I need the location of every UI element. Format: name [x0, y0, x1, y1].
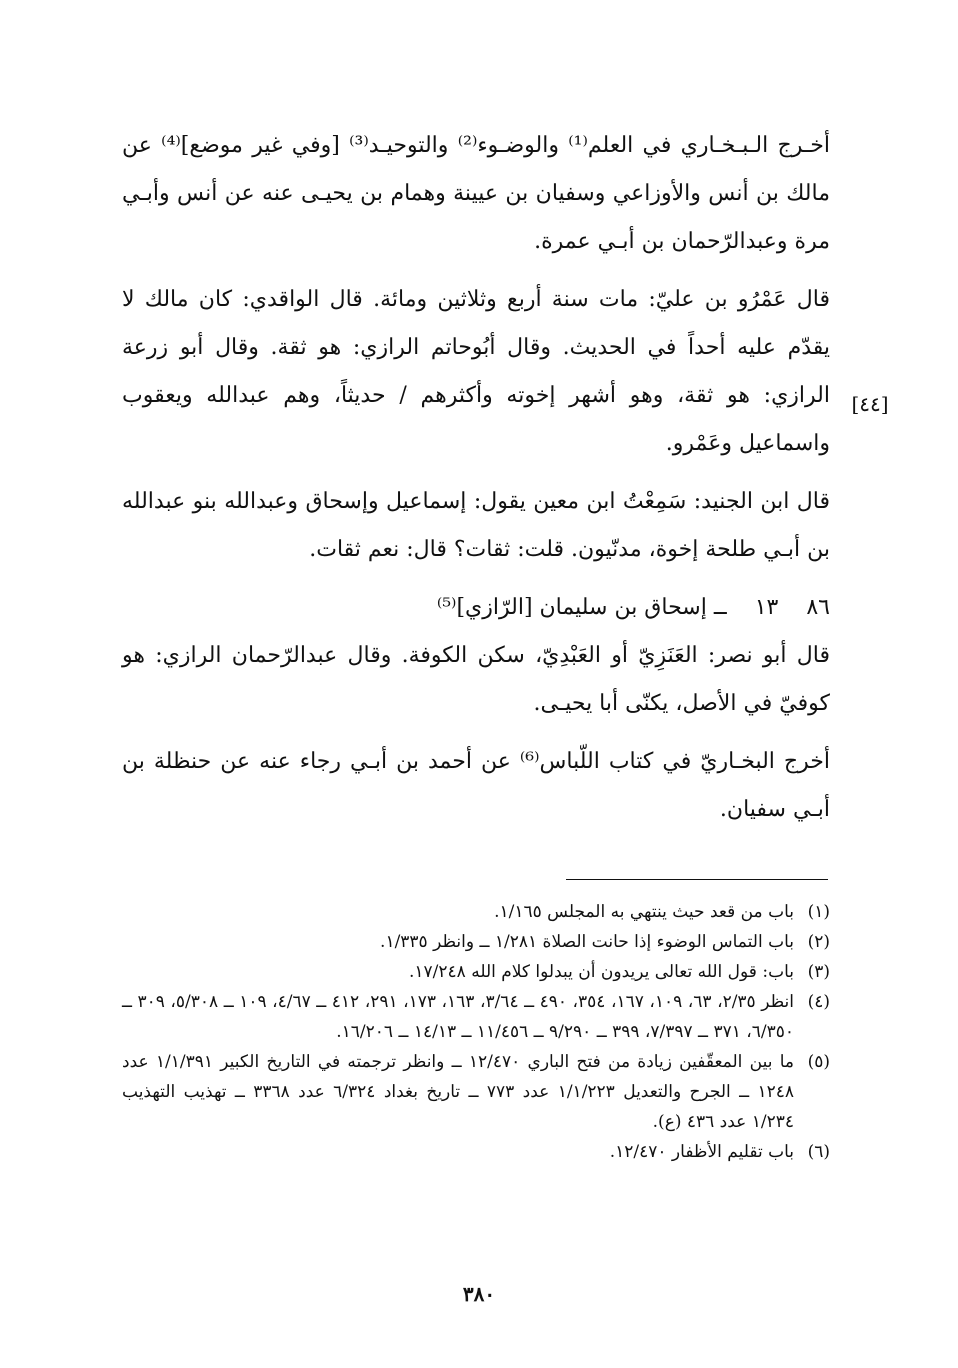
footnote-text: باب من قعد حيث ينتهي به المجلس ١/١٦٥.	[494, 902, 794, 922]
footnote	[122, 1047, 830, 1137]
entry-number: ٨٦	[806, 595, 830, 620]
footnote-divider	[566, 879, 828, 880]
entry-heading	[122, 584, 830, 632]
paragraph: قال عَمْرُو بن عليّ: مات سنة أربع وثلاثين ومائة. قال الواقدي: كان مالك لا يقدّم عليه أحداً في الحديث. وقال أبُوحاتم الرازي: هو ثقة. وقال أبو زرعة الرازي: هو ثقة، وهو أشهر إخوته وأكثرهم / حديثاً، وهم عبدالله ويعقوب واسماعيل وعَمْرو.	[122, 287, 830, 456]
footnotes	[122, 897, 830, 1167]
footnote-number: (١)	[807, 902, 830, 922]
footnote	[122, 1137, 830, 1167]
footnote	[122, 957, 830, 987]
footnote-text: باب تقليم الأظفار ١٢/٤٧٠.	[609, 1142, 794, 1162]
paragraph: أخـرج الـبـخـاري في العلم⁽¹⁾ والوضـوء⁽²⁾ والتوحيـد⁽³⁾ [وفي غير موضع]⁽⁴⁾ عن مالك بن أنس والأوزاعي وسفيان بن عيينة وهمام بن يحيـى عنه عن أنس وأبـي مرة وعبدالرّحمان بن أبـي عمرة.	[122, 133, 830, 254]
entry-sub-number: ١٣	[754, 595, 779, 620]
footnote-text: باب التماس الوضوء إذا حانت الصلاة ١/٢٨١ ــ وانظر ١/٣٣٥.	[380, 932, 794, 952]
paragraph: قال أبو نصر: العَنَزِيّ أو العَبْدِيّ، سكن الكوفة. وقال عبدالرّحمان الرازي: هو كوفيّ في الأصل، يكنّى أبا يحيـى.	[122, 643, 830, 716]
footnote-number: (٥)	[807, 1052, 830, 1072]
footnote	[122, 987, 830, 1047]
footnote-number: (٢)	[807, 932, 830, 952]
paragraph: أخرج البخـاريّ في كتاب اللّباس⁽⁶⁾ عن أحمد بن أبـي رجاء عنه عن حنظلة بن أبـي سفيان.	[122, 749, 830, 822]
footnote-text: ما بين المعقّفين زيادة من فتح الباري ١٢/٤٧٠ ــ وانظر ترجمته في التاريخ الكبير ١/١/٣٩١ عدد ١٢٤٨ ــ الجرح والتعديل ١/١/٢٢٣ عدد ٧٧٣ ــ تاريخ بغداد ٦/٣٢٤ عدد ٣٣٦٨ ــ تهذيب التهذيب ١/٢٣٤ عدد ٤٣٦ (ع).	[122, 1052, 795, 1132]
entry-title: ــ إسحاق بن سليمان [الرّازي]⁽⁵⁾	[436, 595, 727, 620]
footnote-number: (٦)	[807, 1142, 830, 1162]
main-text	[122, 122, 830, 844]
margin-marker: [٤٤]	[851, 392, 889, 416]
footnote-text: انظر ٢/٣٥، ٦٣، ١٠٩، ١٦٧، ٣٥٤، ٤٩٠ ــ ٣/٦٤، ١٦٣، ١٧٣، ٢٩١، ٤١٢ ــ ٤/٦٧، ١٠٩ ــ ٥/٣٠٨، ٣٠٩ ــ ٦/٣٥٠، ٣٧١ ــ ٧/٣٩٧، ٣٩٩ ــ ٩/٢٩٠ ــ ١١/٤٥٦ ــ ١٤/١٣ ــ ١٦/٢٠٦.	[122, 992, 794, 1042]
page-number: ٣٨٠	[462, 1282, 496, 1306]
footnote-number: (٤)	[807, 992, 830, 1012]
footnote-number: (٣)	[807, 962, 830, 982]
footnote-text: باب: قول الله تعالى يريدون أن يبدلوا كلام الله ١٧/٢٤٨.	[409, 962, 794, 982]
paragraph: قال ابن الجنيد: سَمِعْتُ ابن معين يقول: إسماعيل وإسحاق وعبدالله بنو عبدالله بن أبـي طلحة إخوة، مدنّيون. قلت: ثقات؟ قال: نعم ثقات.	[122, 489, 830, 562]
footnote	[122, 897, 830, 927]
footnote	[122, 927, 830, 957]
